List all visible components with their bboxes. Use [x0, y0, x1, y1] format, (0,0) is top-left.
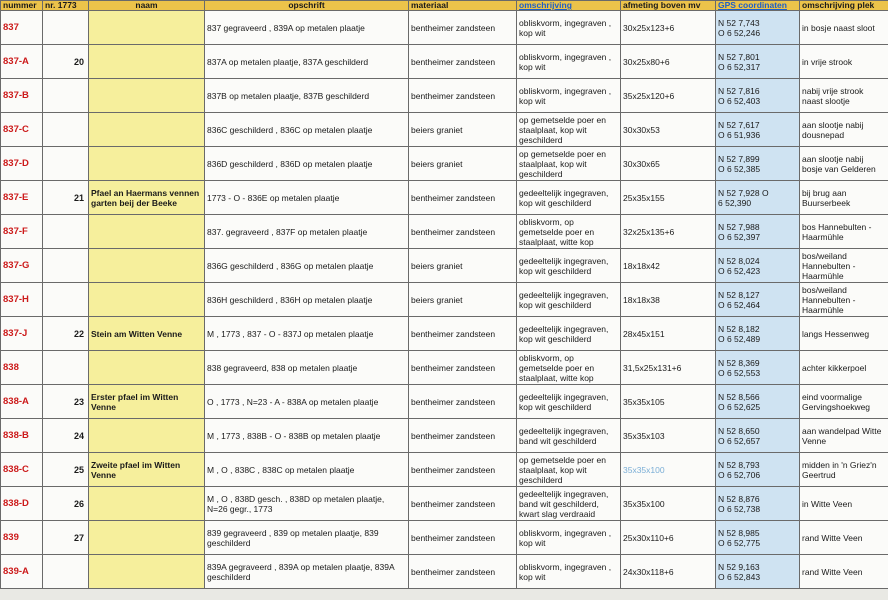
cell-nummer: 838-D [1, 487, 43, 521]
cell-nr1773 [43, 147, 89, 181]
cell-nummer: 839 [1, 521, 43, 555]
cell-nummer: 837-E [1, 181, 43, 215]
cell-nummer: 837-C [1, 113, 43, 147]
cell-omschrijving: obliskvorm, ingegraven , kop wit [517, 45, 621, 79]
cell-opschrift: 838 gegraveerd, 838 op metalen plaatje [205, 351, 409, 385]
cell-gps: N 52 7,801 O 6 52,317 [716, 45, 800, 79]
cell-materiaal: bentheimer zandsteen [409, 487, 517, 521]
cell-nr1773 [43, 351, 89, 385]
cell-nummer: 838-A [1, 385, 43, 419]
cell-omschrijving: gedeeltelijk ingegraven, kop wit geschilderd [517, 181, 621, 215]
cell-nr1773: 27 [43, 521, 89, 555]
table-row [1, 181, 888, 215]
cell-materiaal: bentheimer zandsteen [409, 555, 517, 589]
cell-materiaal: bentheimer zandsteen [409, 215, 517, 249]
cell-naam [89, 79, 205, 113]
cell-naam [89, 113, 205, 147]
cell-nr1773: 20 [43, 45, 89, 79]
cell-plek: in Witte Veen [800, 487, 888, 521]
cell-gps: N 52 8,985 O 6 52,775 [716, 521, 800, 555]
cell-gps: N 52 7,899 O 6 52,385 [716, 147, 800, 181]
cell-opschrift: M , 1773 , 837 - O - 837J op metalen plaatje [205, 317, 409, 351]
cell-opschrift: 839A gegraveerd , 839A op metalen plaatje, 839A geschilderd [205, 555, 409, 589]
cell-materiaal: bentheimer zandsteen [409, 351, 517, 385]
cell-materiaal: beiers graniet [409, 113, 517, 147]
table-row [1, 385, 888, 419]
table-row [1, 79, 888, 113]
table-row [1, 521, 888, 555]
cell-afmeting: 18x18x38 [621, 283, 716, 317]
cell-gps: N 52 8,127 O 6 52,464 [716, 283, 800, 317]
header-materiaal: materiaal [409, 1, 517, 11]
cell-afmeting: 30x30x65 [621, 147, 716, 181]
cell-afmeting: 30x25x123+6 [621, 11, 716, 45]
cell-nr1773: 26 [43, 487, 89, 521]
table-row [1, 419, 888, 453]
cell-materiaal: bentheimer zandsteen [409, 317, 517, 351]
cell-nummer: 837-J [1, 317, 43, 351]
cell-gps: N 52 8,369 O 6 52,553 [716, 351, 800, 385]
cell-nummer: 838-B [1, 419, 43, 453]
cell-plek: bos Hannebulten - Haarmühle [800, 215, 888, 249]
cell-gps: N 52 8,876 O 6 52,738 [716, 487, 800, 521]
cell-plek: bos/weiland Hannebulten - Haarmühle [800, 249, 888, 283]
cell-omschrijving: obliskvorm, ingegraven , kop wit [517, 521, 621, 555]
cell-nummer: 839-A [1, 555, 43, 589]
cell-plek: rand Witte Veen [800, 555, 888, 589]
table-row [1, 45, 888, 79]
cell-naam [89, 555, 205, 589]
cell-naam [89, 419, 205, 453]
cell-naam: Pfael an Haermans vennen garten beij der Beeke [89, 181, 205, 215]
cell-nr1773 [43, 215, 89, 249]
cell-opschrift: O , 1773 , N=23 - A - 838A op metalen plaatje [205, 385, 409, 419]
table-row [1, 317, 888, 351]
cell-plek: nabij vrije strook naast slootje [800, 79, 888, 113]
cell-naam [89, 45, 205, 79]
cell-nummer: 837-B [1, 79, 43, 113]
cell-opschrift: 836C geschilderd , 836C op metalen plaatje [205, 113, 409, 147]
cell-omschrijving: gedeeltelijk ingegraven, kop wit geschilderd [517, 317, 621, 351]
cell-afmeting: 35x25x120+6 [621, 79, 716, 113]
cell-afmeting: 25x35x155 [621, 181, 716, 215]
cell-afmeting: 28x45x151 [621, 317, 716, 351]
cell-naam [89, 215, 205, 249]
cell-omschrijving: obliskvorm, op gemetselde poer en staalplaat, witte kop [517, 351, 621, 385]
cell-nummer: 838-C [1, 453, 43, 487]
cell-materiaal: bentheimer zandsteen [409, 79, 517, 113]
cell-plek: in bosje naast sloot [800, 11, 888, 45]
cell-nummer: 837-D [1, 147, 43, 181]
cell-omschrijving: op gemetselde poer en staalplaat, kop wit geschilderd [517, 453, 621, 487]
cell-gps: N 52 7,816 O 6 52,403 [716, 79, 800, 113]
cell-opschrift: 837. gegraveerd , 837F op metalen plaatje [205, 215, 409, 249]
cell-naam [89, 283, 205, 317]
cell-opschrift: 836D geschilderd , 836D op metalen plaatje [205, 147, 409, 181]
cell-nummer: 837 [1, 11, 43, 45]
cell-gps: N 52 8,024 O 6 52,423 [716, 249, 800, 283]
header-nummer: nummer [1, 1, 43, 11]
cell-afmeting: 25x30x110+6 [621, 521, 716, 555]
cell-nr1773: 24 [43, 419, 89, 453]
table-row [1, 283, 888, 317]
cell-opschrift: 836H geschilderd , 836H op metalen plaatje [205, 283, 409, 317]
cell-nr1773: 22 [43, 317, 89, 351]
table-row [1, 487, 888, 521]
cell-omschrijving: gedeeltelijk ingegraven, kop wit geschilderd [517, 283, 621, 317]
cell-opschrift: 837B op metalen plaatje, 837B geschilderd [205, 79, 409, 113]
cell-materiaal: beiers graniet [409, 147, 517, 181]
cell-materiaal: beiers graniet [409, 283, 517, 317]
header-plek: omschrijving plek [800, 1, 888, 11]
cell-plek: eind voormalige Gervingshoekweg [800, 385, 888, 419]
cell-materiaal: beiers graniet [409, 249, 517, 283]
cell-afmeting: 35x35x105 [621, 385, 716, 419]
cell-materiaal: bentheimer zandsteen [409, 419, 517, 453]
cell-nummer: 837-A [1, 45, 43, 79]
table-row [1, 215, 888, 249]
cell-afmeting: 32x25x135+6 [621, 215, 716, 249]
cell-omschrijving: op gemetselde poer en staalplaat, kop wit geschilderd [517, 113, 621, 147]
table-row [1, 147, 888, 181]
cell-materiaal: bentheimer zandsteen [409, 453, 517, 487]
cell-naam [89, 487, 205, 521]
cell-nr1773 [43, 555, 89, 589]
cell-omschrijving: obliskvorm, ingegraven , kop wit [517, 79, 621, 113]
cell-gps: N 52 8,182 O 6 52,489 [716, 317, 800, 351]
cell-omschrijving: gedeeltelijk ingegraven, kop wit geschilderd [517, 385, 621, 419]
table-row [1, 249, 888, 283]
header-row [1, 1, 888, 11]
cell-omschrijving: gedeeltelijk ingegraven, band wit geschilderd [517, 419, 621, 453]
table-row [1, 11, 888, 45]
cell-gps: N 52 7,617 O 6 51,936 [716, 113, 800, 147]
cell-plek: aan slootje nabij bosje van Gelderen [800, 147, 888, 181]
header-opschrift: opschrift [205, 1, 409, 11]
cell-nr1773: 21 [43, 181, 89, 215]
cell-afmeting: 35x35x100 [621, 453, 716, 487]
cell-gps: N 52 9,163 O 6 52,843 [716, 555, 800, 589]
cell-naam [89, 521, 205, 555]
cell-materiaal: bentheimer zandsteen [409, 521, 517, 555]
cell-naam: Stein am Witten Venne [89, 317, 205, 351]
header-afmeting: afmeting boven mv [621, 1, 716, 11]
cell-plek: achter kikkerpoel [800, 351, 888, 385]
cell-naam [89, 11, 205, 45]
cell-nr1773 [43, 283, 89, 317]
cell-naam: Erster pfael im Witten Venne [89, 385, 205, 419]
cell-gps: N 52 8,650 O 6 52,657 [716, 419, 800, 453]
cell-opschrift: 837 gegraveerd , 839A op metalen plaatje [205, 11, 409, 45]
cell-gps: N 52 7,988 O 6 52,397 [716, 215, 800, 249]
cell-plek: midden in 'n Griez'n Geertrud [800, 453, 888, 487]
cell-opschrift: M , O , 838D gesch. , 838D op metalen plaatje, N=26 gegr., 1773 [205, 487, 409, 521]
table-row [1, 351, 888, 385]
header-nr1773: nr. 1773 [43, 1, 89, 11]
cell-omschrijving: obliskvorm, ingegraven , kop wit [517, 555, 621, 589]
cell-plek: bij brug aan Buurserbeek [800, 181, 888, 215]
header-naam: naam [89, 1, 205, 11]
cell-afmeting: 35x35x100 [621, 487, 716, 521]
cell-nr1773: 23 [43, 385, 89, 419]
cell-gps: N 52 7,928 O 6 52,390 [716, 181, 800, 215]
cell-nr1773 [43, 11, 89, 45]
cell-omschrijving: obliskvorm, ingegraven , kop wit [517, 11, 621, 45]
cell-afmeting: 35x35x103 [621, 419, 716, 453]
cell-gps: N 52 7,743 O 6 52,246 [716, 11, 800, 45]
cell-opschrift: 836G geschilderd , 836G op metalen plaatje [205, 249, 409, 283]
cell-plek: bos/weiland Hannebulten - Haarmühle [800, 283, 888, 317]
cell-plek: in vrije strook [800, 45, 888, 79]
cell-afmeting: 30x30x53 [621, 113, 716, 147]
cell-afmeting: 31,5x25x131+6 [621, 351, 716, 385]
cell-nummer: 837-H [1, 283, 43, 317]
cell-plek: aan slootje nabij dousnepad [800, 113, 888, 147]
cell-nr1773 [43, 249, 89, 283]
cell-nummer: 838 [1, 351, 43, 385]
cell-opschrift: 839 gegraveerd , 839 op metalen plaatje, 839 geschilderd [205, 521, 409, 555]
cell-nummer: 837-G [1, 249, 43, 283]
cell-gps: N 52 8,566 O 6 52,625 [716, 385, 800, 419]
cell-omschrijving: gedeeltelijk ingegraven, band wit geschilderd, kwart slag verdraaid [517, 487, 621, 521]
cell-naam [89, 351, 205, 385]
cell-plek: rand Witte Veen [800, 521, 888, 555]
cell-nr1773 [43, 79, 89, 113]
cell-plek: langs Hessenweg [800, 317, 888, 351]
cell-opschrift: M , 1773 , 838B - O - 838B op metalen plaatje [205, 419, 409, 453]
cell-materiaal: bentheimer zandsteen [409, 181, 517, 215]
cell-afmeting: 30x25x80+6 [621, 45, 716, 79]
cell-omschrijving: obliskvorm, op gemetselde poer en staalplaat, witte kop [517, 215, 621, 249]
cell-nummer: 837-F [1, 215, 43, 249]
cell-plek: aan wandelpad Witte Venne [800, 419, 888, 453]
cell-materiaal: bentheimer zandsteen [409, 385, 517, 419]
cell-opschrift: 837A op metalen plaatje, 837A geschilderd [205, 45, 409, 79]
header-omschrijving[interactable]: omschrijving [517, 1, 621, 11]
cell-afmeting: 18x18x42 [621, 249, 716, 283]
cell-naam [89, 249, 205, 283]
cell-nr1773: 25 [43, 453, 89, 487]
cell-materiaal: bentheimer zandsteen [409, 11, 517, 45]
cell-nr1773 [43, 113, 89, 147]
cell-materiaal: bentheimer zandsteen [409, 45, 517, 79]
cell-naam [89, 147, 205, 181]
cell-afmeting: 24x30x118+6 [621, 555, 716, 589]
cell-opschrift: 1773 - O - 836E op metalen plaatje [205, 181, 409, 215]
cell-opschrift: M , O , 838C , 838C op metalen plaatje [205, 453, 409, 487]
cell-gps: N 52 8,793 O 6 52,706 [716, 453, 800, 487]
cell-naam: Zweite pfael im Witten Venne [89, 453, 205, 487]
cell-omschrijving: gedeeltelijk ingegraven, kop wit geschilderd [517, 249, 621, 283]
table-row [1, 453, 888, 487]
table-row [1, 555, 888, 589]
cell-omschrijving: op gemetselde poer en staalplaat, kop wit geschilderd [517, 147, 621, 181]
header-gps[interactable]: GPS coordinaten [716, 1, 800, 11]
table-row [1, 113, 888, 147]
